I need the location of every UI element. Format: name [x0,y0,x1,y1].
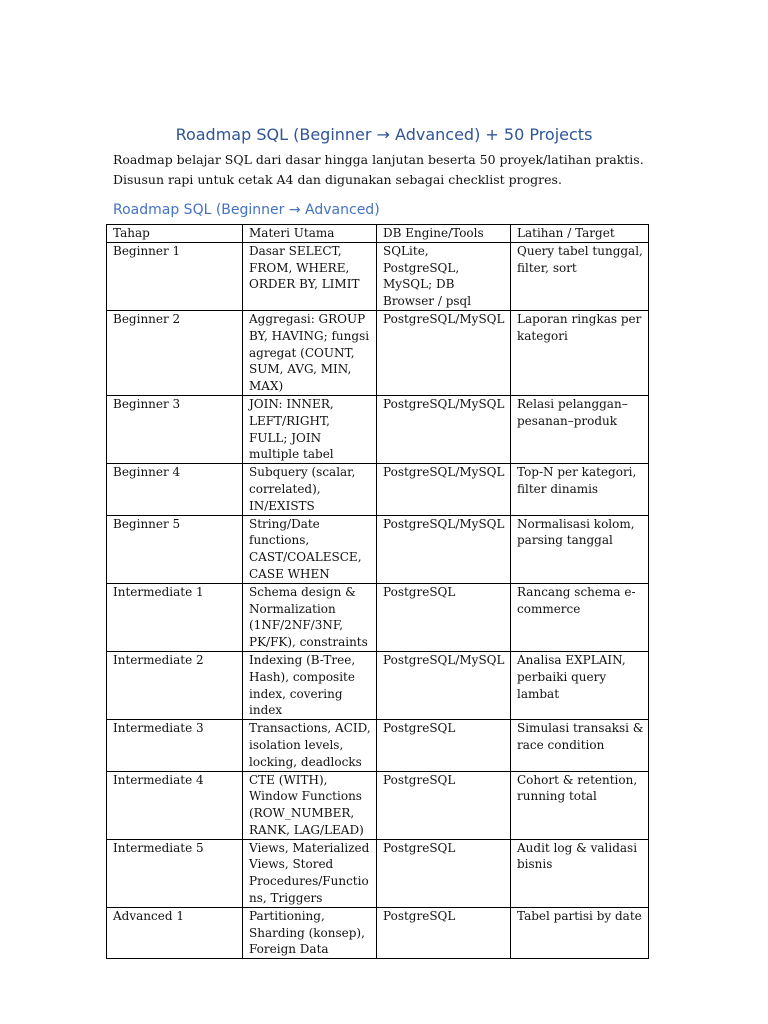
cell-materi-utama: Dasar SELECT, FROM, WHERE, ORDER BY, LIMIT [243,242,377,310]
cell-materi-utama: CTE (WITH), Window Functions (ROW_NUMBER, RANK, LAG/LEAD) [243,771,377,839]
table-row [107,583,649,651]
table-body [107,242,649,958]
section-title: Roadmap SQL (Beginner → Advanced) [113,202,380,218]
cell-db-engine: PostgreSQL [377,583,511,651]
cell-tahap: Intermediate 4 [107,771,243,839]
cell-latihan-target: Tabel partisi by date [511,907,649,958]
table-row [107,907,649,958]
cell-db-engine: PostgreSQL [377,771,511,839]
table-header-row [107,225,649,243]
cell-latihan-target: Rancang schema e-commerce [511,583,649,651]
document-title: Roadmap SQL (Beginner → Advanced) + 50 Projects [175,125,593,144]
cell-latihan-target: Audit log & validasi bisnis [511,839,649,907]
cell-materi-utama: Schema design & Normalization (1NF/2NF/3NF, PK/FK), constraints [243,583,377,651]
intro-paragraph: Roadmap belajar SQL dari dasar hingga lanjutan beserta 50 proyek/latihan praktis. Disusun rapi untuk cetak A4 dan digunakan sebagai checklist progres. [113,152,644,187]
cell-tahap: Intermediate 5 [107,839,243,907]
header-db-engine-tools: DB Engine/Tools [377,225,511,243]
cell-tahap: Intermediate 3 [107,720,243,771]
table-row [107,464,649,515]
cell-latihan-target: Query tabel tunggal, filter, sort [511,242,649,310]
cell-tahap: Beginner 2 [107,310,243,395]
table-row [107,720,649,771]
cell-latihan-target: Normalisasi kolom, parsing tanggal [511,515,649,583]
table-row [107,515,649,583]
cell-latihan-target: Analisa EXPLAIN, perbaiki query lambat [511,651,649,719]
cell-tahap: Beginner 4 [107,464,243,515]
cell-latihan-target: Relasi pelanggan–pesanan–produk [511,395,649,463]
cell-materi-utama: String/Date functions, CAST/COALESCE, CASE WHEN [243,515,377,583]
cell-db-engine: PostgreSQL [377,720,511,771]
cell-latihan-target: Laporan ringkas per kategori [511,310,649,395]
cell-db-engine: PostgreSQL/MySQL [377,515,511,583]
table-row [107,310,649,395]
cell-tahap: Beginner 1 [107,242,243,310]
cell-materi-utama: Aggregasi: GROUP BY, HAVING; fungsi agregat (COUNT, SUM, AVG, MIN, MAX) [243,310,377,395]
table-row [107,771,649,839]
cell-db-engine: PostgreSQL [377,907,511,958]
cell-latihan-target: Cohort & retention, running total [511,771,649,839]
cell-db-engine: SQLite, PostgreSQL, MySQL; DB Browser / psql [377,242,511,310]
cell-materi-utama: JOIN: INNER, LEFT/RIGHT, FULL; JOIN multiple tabel [243,395,377,463]
cell-materi-utama: Indexing (B-Tree, Hash), composite index, covering index [243,651,377,719]
table-row [107,651,649,719]
roadmap-table [106,224,649,959]
cell-db-engine: PostgreSQL/MySQL [377,395,511,463]
cell-db-engine: PostgreSQL/MySQL [377,651,511,719]
table-row [107,242,649,310]
cell-materi-utama: Partitioning, Sharding (konsep), Foreign Data [243,907,377,958]
cell-latihan-target: Simulasi transaksi & race condition [511,720,649,771]
cell-db-engine: PostgreSQL/MySQL [377,310,511,395]
cell-db-engine: PostgreSQL [377,839,511,907]
cell-tahap: Advanced 1 [107,907,243,958]
cell-latihan-target: Top-N per kategori, filter dinamis [511,464,649,515]
cell-tahap: Beginner 3 [107,395,243,463]
table-row [107,839,649,907]
cell-db-engine: PostgreSQL/MySQL [377,464,511,515]
cell-tahap: Intermediate 1 [107,583,243,651]
header-materi-utama: Materi Utama [243,225,377,243]
cell-materi-utama: Transactions, ACID, isolation levels, locking, deadlocks [243,720,377,771]
cell-tahap: Beginner 5 [107,515,243,583]
cell-materi-utama: Views, Materialized Views, Stored Procedures/Functions, Triggers [243,839,377,907]
header-tahap: Tahap [107,225,243,243]
cell-materi-utama: Subquery (scalar, correlated), IN/EXISTS [243,464,377,515]
cell-tahap: Intermediate 2 [107,651,243,719]
table-row [107,395,649,463]
header-latihan-target: Latihan / Target [511,225,649,243]
